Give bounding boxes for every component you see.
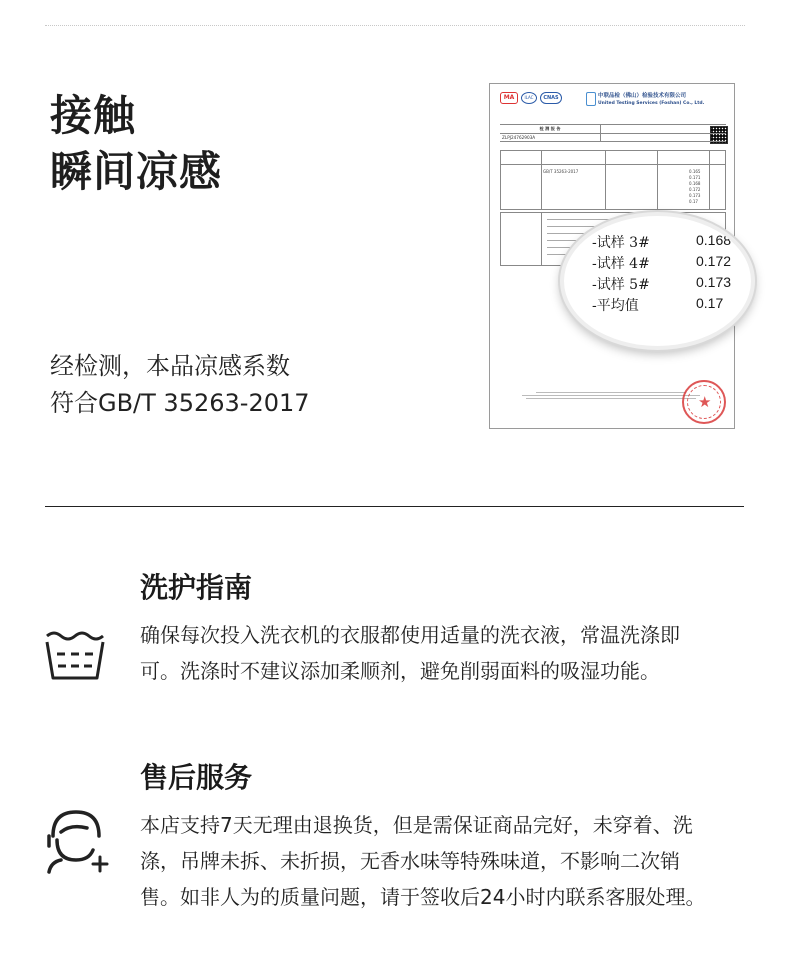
report-title: 检 测 报 告 — [539, 126, 561, 131]
customer-service-icon — [43, 806, 111, 880]
report-company — [598, 92, 704, 108]
report-footer — [516, 390, 706, 401]
report-header-grid — [500, 124, 726, 142]
wash-basin-icon — [43, 630, 107, 686]
subtext-line2: 符合GB/T 35263-2017 — [50, 389, 310, 417]
headline-line1: 接触 — [50, 91, 137, 140]
care-text — [140, 617, 750, 689]
magnified-label: -试样 5# — [592, 277, 650, 293]
table-value: 0.17 — [689, 199, 698, 204]
report-standard: GB/T 35263-2017 — [543, 169, 579, 174]
service-text — [140, 807, 750, 915]
service-text-line: 售。如非人为的质量问题，请于签收后24小时内联系客服处理。 — [140, 885, 706, 909]
headline-line2: 瞬间凉感 — [50, 147, 223, 196]
care-text-line: 可。洗涤时不建议添加柔顺剂，避免削弱面料的吸湿功能。 — [140, 659, 660, 683]
table-value: 0.165 — [689, 169, 701, 174]
certification-logos — [500, 92, 562, 104]
section-divider — [45, 506, 744, 507]
table-value: 0.168 — [689, 181, 701, 186]
company-name-en: United Testing Services (Foshan) Co., Ltd. — [598, 101, 705, 106]
company-name-cn: 中联品检（佛山）检验技术有限公司 — [598, 93, 687, 99]
care-title: 洗护指南 — [140, 571, 253, 604]
magnified-value: 0.17 — [696, 295, 724, 311]
official-seal-icon: ★ — [682, 380, 726, 424]
service-text-line: 本店支持7天无理由退换货，但是需保证商品完好，未穿着、洗 — [140, 813, 693, 837]
magnified-value: 0.172 — [696, 253, 732, 269]
table-value: 0.173 — [689, 193, 701, 198]
ilac-logo: ILAC — [521, 92, 537, 104]
magnified-value: 0.173 — [696, 274, 732, 290]
service-title: 售后服务 — [140, 761, 253, 794]
report-number: ZLPJ24762903A — [502, 135, 536, 140]
magnifier-callout — [560, 212, 755, 350]
cooling-description — [50, 348, 310, 422]
top-dotted-divider — [45, 25, 745, 26]
cnas-logo: CNAS — [540, 92, 562, 104]
cma-logo: MA — [500, 92, 518, 104]
magnified-label: -平均值 — [592, 298, 639, 314]
care-text-line: 确保每次投入洗衣机的衣服都使用适量的洗衣液，常温洗涤即 — [140, 623, 680, 647]
subtext-line1: 经检测，本品凉感系数 — [50, 352, 290, 380]
magnified-label: -试样 4# — [592, 256, 650, 272]
uts-logo-icon — [586, 92, 596, 106]
magnified-label: -试样 3# — [592, 235, 650, 251]
table-value: 0.171 — [689, 175, 701, 180]
magnified-value: 0.168 — [696, 232, 732, 248]
service-text-line: 涤，吊牌未拆、未折损，无香水味等特殊味道，不影响二次销 — [140, 849, 680, 873]
headline — [50, 88, 222, 200]
report-results-table — [500, 150, 726, 210]
table-value: 0.172 — [689, 187, 701, 192]
